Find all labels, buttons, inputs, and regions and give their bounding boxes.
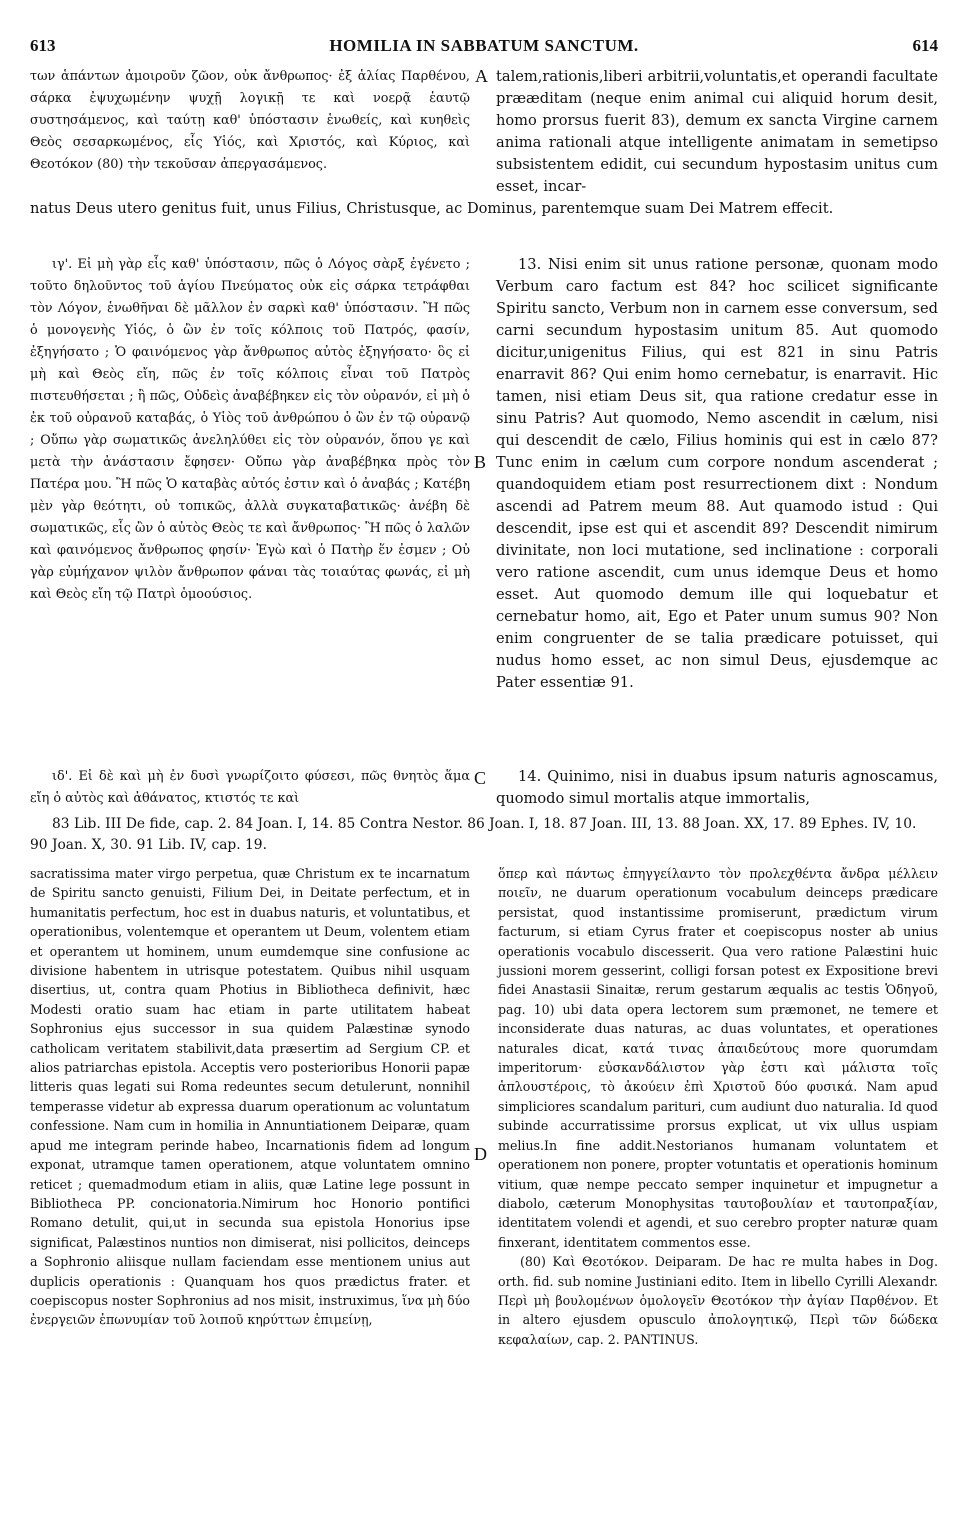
commentary-left-text: sacratissima mater virgo perpetua, quæ Christum ex te incarnatum de Spiritu sancto genuisti, Filium Dei, in Deitate perfectum, et in humanitatis perfectum, hoc est in duabus naturis, et voluntatibus, et operationibus, volentemque et operantem ut Deum, volentem etiam et operantem ut hominem, unum eumdemque sine confusione ac divisione habentem in utrisque potestatem. Quibus nihil usquam disertius, ut, contra quam Photius in Bibliotheca definivit, hæc Modesti oratio suam hac etiam in parte utilitatem habeat Sophronius ejus successor in sua quidem Palæstinæ synodo catholicam veritatem stabilivit,data præsertim ad Sergium CP. et alios patriarchas epistola. Acceptis vero posterioribus Honorii papæ litteris quas legati sui Roma redeuntes secum detulerunt, nonnihil temperasse videtur ab expressa duarum operationum ac voluntatum confessione. Nam cum in homilia in Annuntiationem Deiparæ, quam apud me integram perinde habeo, Incarnationis fidem ad longum exponat, utramque tamen operationem, atque voluntatem omnino reticet ; quemadmodum etiam in aliis, quæ Latine lege possunt in Bibliotheca PP. concionatoria.Nimirum hoc Honorio pontifici Romano detulit, qui,ut in secunda sua epistola Honorius ipse significat, Palæstinos nuntios non dimiserat, nisi pollicitos, deinceps a Sophronio aliisque nullam faciendam esse mentionem unius aut duplicis operationis : Quanquam hos quos prædictus frater. et coepiscopus noster Sophronius ad nos misit, instruximus, ἵνα μὴ δύο ἐνεργειῶν ἐπωνυμίαν τοῦ λοιποῦ κηρύττων ἐπιμείνῃ, xyxy=(30,866,470,1328)
greek-section-12 xyxy=(30,66,470,176)
latin-section-14-text: 14. Quinimo, nisi in duabus ipsum naturis agnoscamus, quomodo simul mortalis atque immortalis, xyxy=(496,768,938,807)
latin-section-13 xyxy=(496,254,938,694)
margin-marker-c: C xyxy=(474,768,487,788)
greek-section-12-text: των ἁπάντων ἀμοιροῦν ζῶον, οὐκ ἄνθρωπος· ἐξ ἁλίας Παρθένου, σάρκα ἐψυχωμένην ψυχῇ λογικῇ τε καὶ νοερᾷ ἑαυτῷ συστησάμενος, καὶ ταύτῃ καθ' ὑπόστασιν ἑνωθείς, καὶ κυηθεὶς Θεὸς σεσαρκωμένος, εἷς Υἱός, καὶ Χριστός, καὶ Κύριος, καὶ Θεοτόκον (80) τὴν τεκοῦσαν ἀπεργασάμενος. xyxy=(30,69,470,172)
latin-section-12-text: talem,rationis,liberi arbitrii,voluntatis,et operandi facultate prææditam (neque enim animal cui aliquid horum desit, homo prorsus fuerit 83), demum ex sancta Virgine carnem anima rationali atque intelligente animatam in semetipso subsistentem edidit, cui secundum hypostasim unitus cum esset, incar- xyxy=(496,68,938,195)
latin-section-12-continued xyxy=(30,198,938,220)
margin-marker-b: B xyxy=(474,452,487,472)
commentary-right-text: ὅπερ καὶ πάντως ἐπηγγείλαντο τὸν προλεχθέντα ἄνδρα μέλλειν ποιεῖν, ne duarum operationum vocabulum deinceps prædicare persistat, quod instantissime promiserunt, prædictum virum facturum, si etiam Cyrus frater et coepiscopus noster ab unius operationis vocabulo discesserit. Qua vero ratione Palæstini huic jussioni morem gesserint, colligi forsan potest ex Expositione brevi fidei Anastasii Sinaitæ, rerum gestarum æqualis ac testis Ὁδηγοῦ, pag. 10) ubi data opera lectorem sum præmonet, ne temere et inconsiderate duas naturas, ac duas voluntates, et operationes naturales dicat, κατά τινας ἀπαιδεύτους more quorumdam imperitorum· εὐσκανδάλιστον γὰρ ἐστι καὶ μάλιστα τοῖς ἁπλουστέροις, τὸ ἀκούειν ἐπὶ Χριστοῦ δύο φυσικά. Nam apud simpliciores scandalum parituri, cum audiunt duo naturalia. Id quod subinde accurratissime prorsus explicat, ut vix ullus uspiam melius.In fine addit.Nestorianos humanam voluntatem et operationem non ponere, propter votuntatis et operationis hominum vitium, quæ nempe peccato semper inquinetur et impugnetur a diabolo, cæterum Monophysitas ταυτοβουλίαν et ταυτοπραξίαν, identitatem volendi et agendi, et suo cerebro propter naturæ quam finxerant, identitatem commentos esse. xyxy=(498,866,938,1250)
latin-section-12 xyxy=(496,66,938,198)
page-header xyxy=(30,36,938,60)
commentary-right xyxy=(498,864,938,1349)
page-number-right: 614 xyxy=(912,36,938,55)
greek-section-14 xyxy=(30,766,470,810)
margin-marker-a: A xyxy=(475,66,488,86)
running-title: HOMILIA IN SABBATUM SANCTUM. xyxy=(329,36,639,55)
footnotes-text: 83 Lib. III De fide, cap. 2. 84 Joan. I, 14. 85 Contra Nestor. 86 Joan. I, 18. 87 Joan. III, 13. 88 Joan. XX, 17. 89 Ephes. IV, 10. 90 Joan. X, 30. 91 Lib. IV, cap. 19. xyxy=(30,816,917,853)
greek-section-13-text: ιγ'. Εἰ μὴ γὰρ εἷς καθ' ὑπόστασιν, πῶς ὁ Λόγος σὰρξ ἐγένετο ; τοῦτο δηλοῦντος τοῦ ἁγίου Πνεύματος οὐκ εἰς σάρκα τετράφθαι τὸν Λόγον, ἑνωθῆναι δὲ μᾶλλον ἐν σαρκὶ καθ' ὑπόστασιν. Ἢ πῶς ὁ μονογενὴς Υἱός, ὁ ὢν ἐν τοῖς κόλποις τοῦ Πατρός, φασίν, ἐξηγήσατο ; Ὁ φαινόμενος γὰρ ἄνθρωπος αὐτὸς ἐξηγήσατο· ὃς εἰ μὴ καὶ Θεὸς εἴη, πῶς ἐν τοῖς κόλποις εἶναι τοῦ Πατρὸς πιστευθήσεται ; ἢ πῶς, Οὐδεὶς ἀναβέβηκεν εἰς τὸν οὐρανόν, εἰ μὴ ὁ ἐκ τοῦ οὐρανοῦ καταβάς, ὁ Υἱὸς τοῦ ἀνθρώπου ὁ ὢν ἐν τῷ οὐρανῷ ; Οὔπω γὰρ σωματικῶς ἀνεληλύθει εἰς τὸν οὐρανόν, ὅπου γε καὶ μετὰ τὴν ἀνάστασιν ἔφησεν· Οὔπω γὰρ ἀναβέβηκα πρὸς τὸν Πατέρα μου. Ἢ πῶς Ὁ καταβὰς αὐτός ἐστιν καὶ ὁ ἀναβάς ; Κατέβη μὲν γὰρ θεότητι, οὐ τοπικῶς, ἀλλὰ συγκαταβατικῶς· ἀνέβη δὲ σωματικῶς, εἷς ὢν ὁ αὐτὸς Θεὸς τε καὶ ἄνθρωπος· Ἢ πῶς ὁ λαλῶν καὶ φαινόμενος ἄνθρωπος φησίν· Ἐγὼ καὶ ὁ Πατὴρ ἕν ἐσμεν ; Οὐ γὰρ εὐμήχανον ψιλὸν ἄνθρωπον φάναι τὰς τοιαύτας φωνάς, εἰ μὴ καὶ Θεὸς εἴη τῷ Πατρὶ ὁμοούσιος. xyxy=(30,257,470,602)
latin-section-12-continued-text: natus Deus utero genitus fuit, unus Filius, Christusque, ac Dominus, parentemque suam Dei Matrem effecit. xyxy=(30,200,834,217)
greek-section-13 xyxy=(30,254,470,606)
greek-section-14-text: ιδ'. Εἰ δὲ καὶ μὴ ἐν δυσὶ γνωρίζοιτο φύσεσι, πῶς θνητὸς ἅμα εἴη ὁ αὐτὸς καὶ ἀθάνατος, κτιστός τε καὶ xyxy=(30,769,470,806)
latin-section-14 xyxy=(496,766,938,810)
footnotes xyxy=(30,814,938,856)
latin-section-13-text: 13. Nisi enim sit unus ratione personæ, quonam modo Verbum caro factum est 84? hoc scilicet significante Spiritu sancto, Verbum non in carnem esse conversum, sed carni secundum hypostasim unitum 85. Aut quomodo dicitur,unigenitus Filius, qui est 821 in sinu Patris enarravit 86? Qui enim homo cernebatur, is enarravit. Hic tamen, nisi etiam Deus sit, qua ratione credatur esse in sinu Patris? Aut quomodo, Nemo ascendit in cælum, nisi qui descendit de cælo, Filius hominis qui est in cælo 87? Tunc enim in cælum cum corpore nondum ascenderat ; quandoquidem etiam post resurrectionem dixt : Nondum ascendi ad Patrem meum 88. Aut quamodo istud : Qui descendit, ipse est qui et ascendit 89? Descendit nimirum divinitate, non loci mutatione, sed inclinatione : corporali vero ratione ascendit, cum unus idemque Deus et homo esset. Aut quomodo demum ille qui loquebatur et cernebatur homo, ait, Ego et Pater unum sumus 90? Non enim congruenter de se talia prædicare potuisset, qui nudus homo esset, ac non simul Deus, ejusdemque ac Pater essentiæ 91. xyxy=(496,256,938,691)
commentary-left xyxy=(30,864,470,1330)
margin-marker-d: D xyxy=(474,1144,487,1164)
commentary-note-80: (80) Καὶ Θεοτόκον. Deiparam. De hac re multa habes in Dog. orth. fid. sub nomine Justiniani edito. Item in libello Cyrilli Alexandr. Περὶ μὴ βουλομένων ὁμολογεῖν Θεοτόκον τὴν ἁγίαν Παρθένον. Et in altero ejusdem opusculo ἀπολογητικῷ, Περὶ τῶν δώδεκα κεφαλαίων, cap. 2. PANTINUS. xyxy=(498,1254,938,1347)
page-number-left: 613 xyxy=(30,36,56,55)
